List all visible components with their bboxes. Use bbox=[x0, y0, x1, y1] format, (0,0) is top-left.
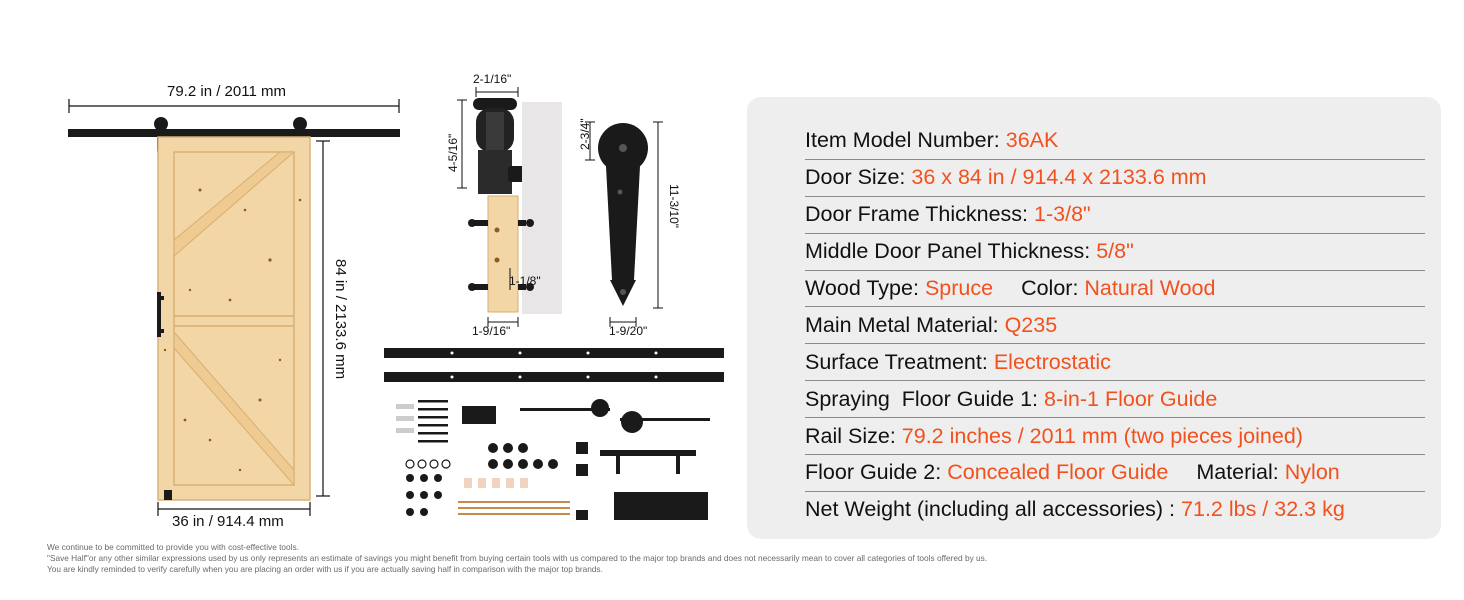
spec-label: Spraying Floor Guide 1: bbox=[805, 386, 1039, 411]
rail-width-label: 79.2 in / 2011 mm bbox=[167, 83, 286, 100]
spec-row-surface bbox=[805, 344, 1425, 381]
spec-label: Middle Door Panel Thickness: bbox=[805, 239, 1091, 264]
spec-label: Main Metal Material: bbox=[805, 312, 999, 337]
spec-label: Floor Guide 2: bbox=[805, 460, 942, 485]
spec-value: 36AK bbox=[1005, 128, 1059, 153]
spec-row-wood-color bbox=[805, 271, 1425, 308]
spec-label: Net Weight (including all accessories) : bbox=[805, 497, 1176, 522]
spec-value: 36 x 84 in / 914.4 x 2133.6 mm bbox=[911, 165, 1207, 190]
strap-height-label: 11-3/10" bbox=[667, 184, 681, 229]
spec-value: 5/8" bbox=[1096, 239, 1134, 264]
spec-label: Surface Treatment: bbox=[805, 349, 988, 374]
spec-row-rail-size bbox=[805, 418, 1425, 455]
door-illustration bbox=[0, 0, 420, 540]
door-width-label: 36 in / 914.4 mm bbox=[172, 513, 284, 530]
spec-value: Q235 bbox=[1004, 312, 1058, 337]
door-handle bbox=[157, 292, 161, 337]
kit-drawing bbox=[380, 340, 740, 525]
spec-label: Rail Size: bbox=[805, 423, 896, 448]
strap-width-label: 1-9/20" bbox=[609, 324, 648, 338]
spec-label: Door Size: bbox=[805, 165, 906, 190]
door-drawing bbox=[0, 0, 420, 540]
door-height-label: 84 in / 2133.6 mm bbox=[332, 259, 349, 380]
bracket-thickness-label: 1-1/8" bbox=[509, 274, 541, 288]
spec-value: Natural Wood bbox=[1084, 276, 1216, 300]
spec-value: Spruce bbox=[924, 276, 994, 300]
hanger-width-label: 2-1/16" bbox=[473, 72, 512, 86]
disclaimer-line: We continue to be committed to provide you with cost-effective tools. bbox=[47, 542, 299, 552]
spec-label: Item Model Number: bbox=[805, 128, 1000, 153]
spec-list bbox=[805, 123, 1425, 528]
spec-label: Color: bbox=[1021, 276, 1079, 300]
spec-value: Nylon bbox=[1284, 460, 1340, 485]
disclaimer-line: You are kindly reminded to verify carefully when you are placing an order with us if you are actually saving half in comparison with the major top brands. bbox=[47, 564, 603, 574]
spec-label: Wood Type: bbox=[805, 276, 919, 300]
disclaimer bbox=[47, 542, 987, 575]
spec-panel bbox=[747, 97, 1441, 539]
kit-contents bbox=[380, 340, 740, 525]
spec-row-door-size bbox=[805, 160, 1425, 197]
spec-value: Concealed Floor Guide bbox=[947, 460, 1169, 485]
spec-value: Electrostatic bbox=[993, 349, 1111, 374]
spec-value: 1-3/8" bbox=[1034, 202, 1091, 227]
spec-row-floor-guide-1 bbox=[805, 381, 1425, 418]
hanger-drawing bbox=[440, 70, 750, 350]
rail bbox=[68, 129, 400, 137]
hanger-height-label: 4-5/16" bbox=[446, 133, 460, 172]
spec-row-floor-guide-2 bbox=[805, 455, 1425, 492]
strap-top-label: 2-3/4" bbox=[578, 118, 592, 150]
spec-row-metal bbox=[805, 307, 1425, 344]
spec-row-panel-thickness bbox=[805, 234, 1425, 271]
spec-row-frame-thickness bbox=[805, 197, 1425, 234]
spec-value: 8-in-1 Floor Guide bbox=[1044, 386, 1218, 411]
spec-label: Material: bbox=[1196, 460, 1279, 485]
bracket-base-label: 1-9/16" bbox=[472, 324, 511, 338]
spec-row-model bbox=[805, 123, 1425, 160]
spec-row-weight bbox=[805, 492, 1425, 528]
spec-value: 71.2 lbs / 32.3 kg bbox=[1181, 497, 1345, 522]
spec-label: Door Frame Thickness: bbox=[805, 202, 1029, 227]
disclaimer-line: "Save Half"or any other similar expressions used by us only represents an estimate of savings you might benefit from buying certain tools with us compared to the major top brands and does not necessarily mean to cover all categories of tools offered by us. bbox=[47, 553, 988, 563]
hanger-detail bbox=[440, 70, 750, 350]
spec-value: 79.2 inches / 2011 mm (two pieces joined) bbox=[901, 423, 1303, 448]
